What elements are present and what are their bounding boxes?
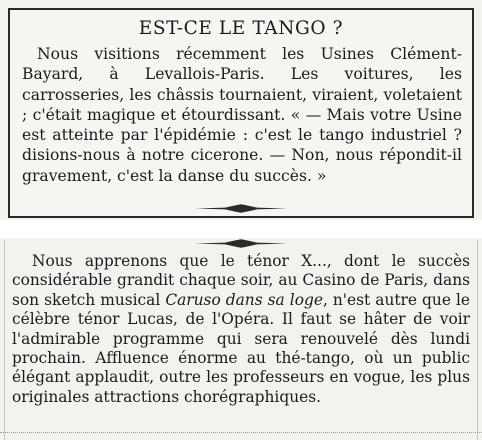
news-item-text-continued: , n'est autre que le célèbre ténor Lucas, de l'Opéra. Il faut se hâter de voir l'admirable programme qui sera renouvelé dès lundi prochain. Affluence énorme au thé-tango, où un public élégant applaudit, outre les professeurs en vogue, les plus originales attractions chorégraphiques. xyxy=(12,290,471,406)
column-rule-left xyxy=(4,240,5,440)
page-gap xyxy=(0,220,482,238)
bottom-rule xyxy=(0,432,482,434)
column-rule-right xyxy=(477,240,478,440)
ornament-rule-icon xyxy=(195,239,287,248)
ornament-rule-icon xyxy=(195,204,287,213)
article-title: EST-CE LE TANGO ? xyxy=(138,18,344,39)
news-item-body xyxy=(12,252,470,407)
sketch-title: Caruso dans sa loge xyxy=(165,290,323,309)
news-item-text: Nous apprenons que le ténor X..., dont le succès considérable grandit chaque soir, au Casino de Paris, dans son sketch musical xyxy=(12,252,470,309)
article-body: Nous visitions récemment les Usines Clément-Bayard, à Levallois-Paris. Les voitures, les carrosseries, les châssis tournaient, viraient, voletaient ; c'était magique et étourdissant. « — Mais votre Usine est atteinte par l'épidémie : c'est le tango industriel ? disions-nous à notre cicerone. — Non, nous répondit-il gravement, c'est la danse du succès. » xyxy=(22,45,462,185)
article-frame xyxy=(8,8,474,218)
